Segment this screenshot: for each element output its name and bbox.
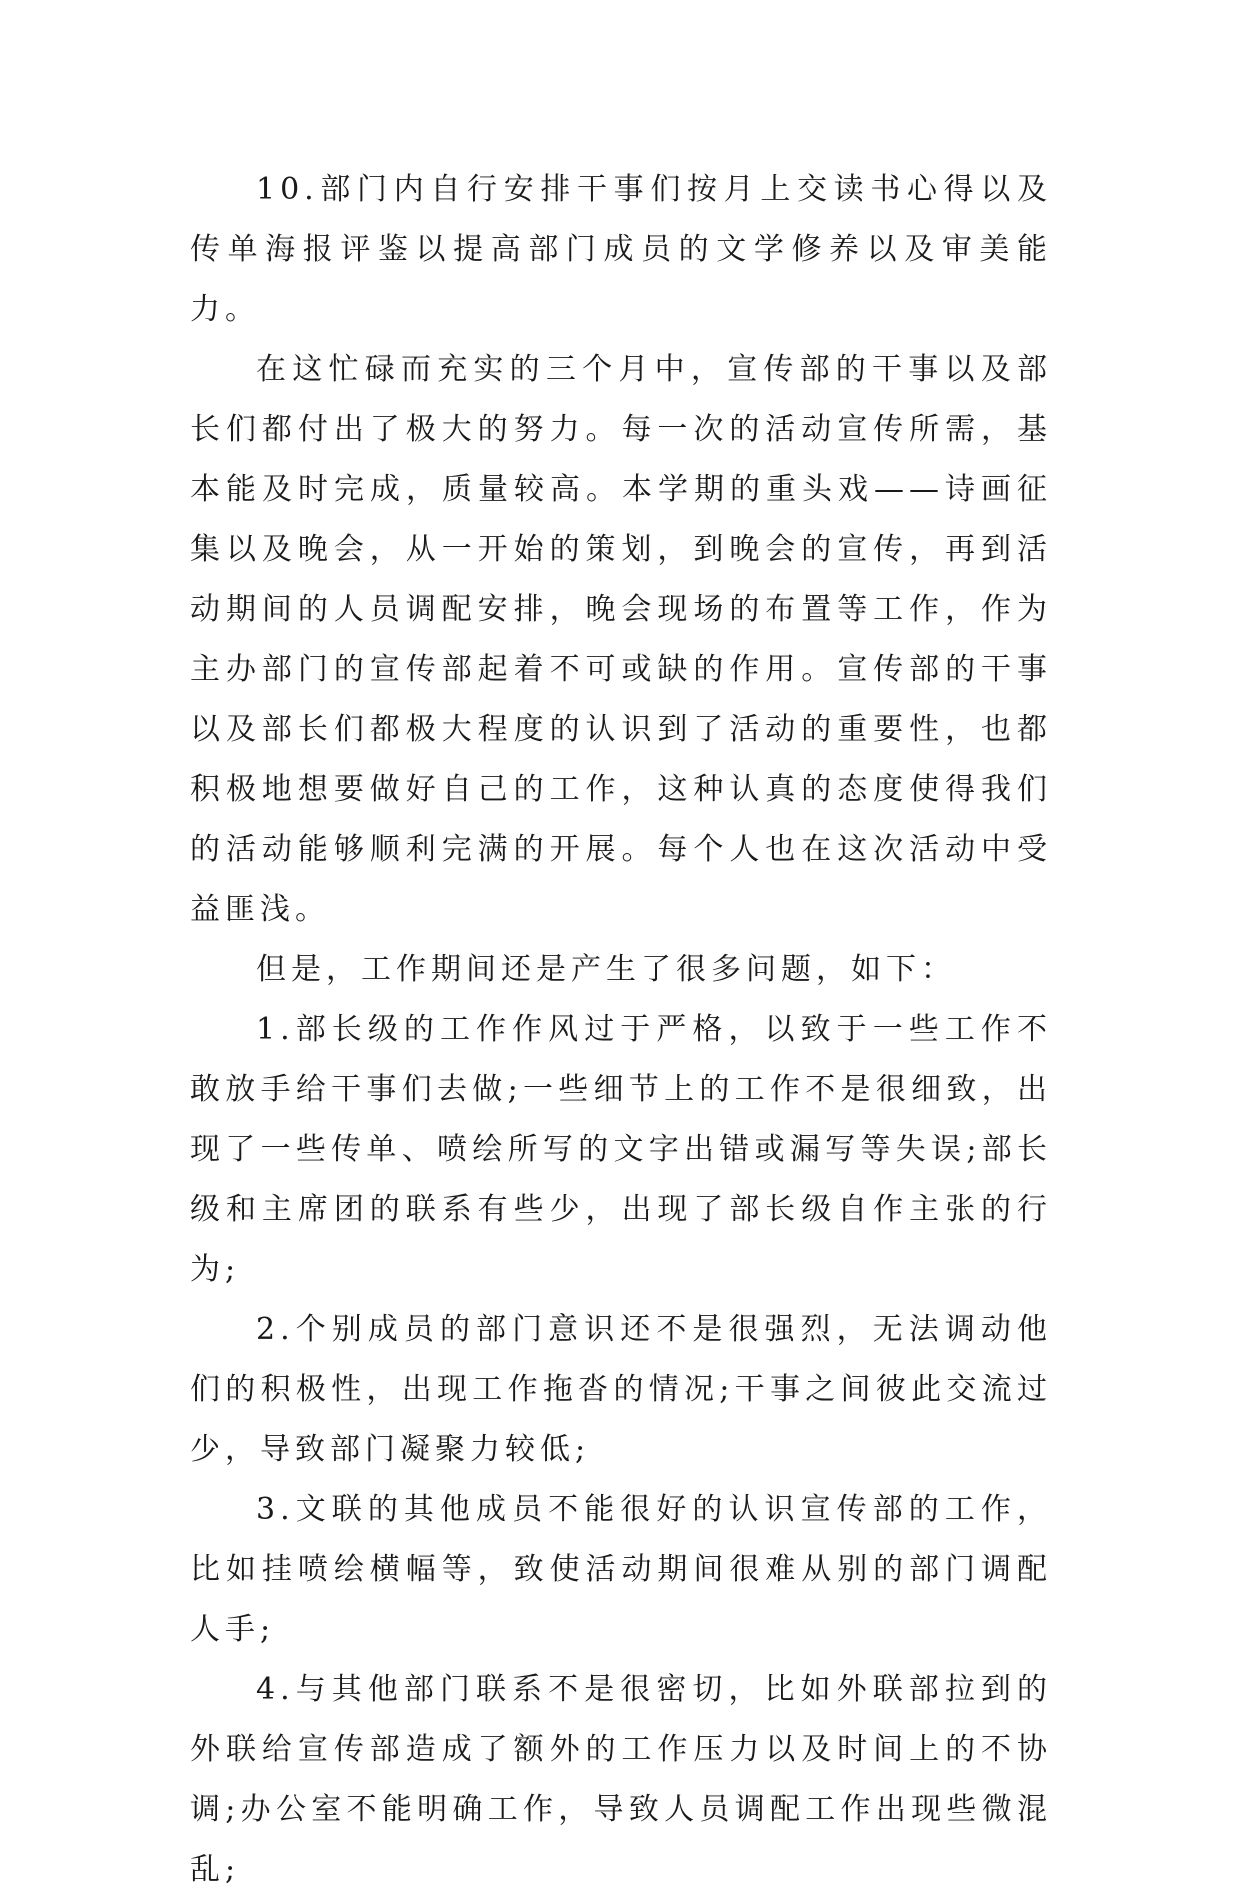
paragraph-problem-3: 3.文联的其他成员不能很好的认识宣传部的工作，比如挂喷绘横幅等，致使活动期间很难从别的部门调配人手; — [190, 1492, 1052, 1647]
paragraph-item-10-reading-notes: 10.部门内自行安排干事们按月上交读书心得以及传单海报评鉴以提高部门成员的文学修养以及审美能力。 — [190, 172, 1052, 327]
document-body — [190, 160, 1052, 1900]
paragraph-problems-intro: 但是，工作期间还是产生了很多问题，如下： — [256, 952, 956, 987]
paragraph-problem-2: 2.个别成员的部门意识还不是很强烈，无法调动他们的积极性，出现工作拖沓的情况;干事之间彼此交流过少，导致部门凝聚力较低; — [190, 1312, 1052, 1467]
paragraph-problem-1: 1.部长级的工作作风过于严格，以致于一些工作不敢放手给干事们去做;一些细节上的工作不是很细致，出现了一些传单、喷绘所写的文字出错或漏写等失误;部长级和主席团的联系有些少，出现了部长级自作主张的行为; — [190, 1012, 1052, 1287]
paragraph-summary: 在这忙碌而充实的三个月中，宣传部的干事以及部长们都付出了极大的努力。每一次的活动宣传所需，基本能及时完成，质量较高。本学期的重头戏——诗画征集以及晚会，从一开始的策划，到晚会的宣传，再到活动期间的人员调配安排，晚会现场的布置等工作，作为主办部门的宣传部起着不可或缺的作用。宣传部的干事以及部长们都极大程度的认识到了活动的重要性，也都积极地想要做好自己的工作，这种认真的态度使得我们的活动能够顺利完满的开展。每个人也在这次活动中受益匪浅。 — [190, 352, 1052, 927]
paragraph-problem-4: 4.与其他部门联系不是很密切，比如外联部拉到的外联给宣传部造成了额外的工作压力以及时间上的不协调;办公室不能明确工作，导致人员调配工作出现些微混乱; — [190, 1672, 1052, 1887]
